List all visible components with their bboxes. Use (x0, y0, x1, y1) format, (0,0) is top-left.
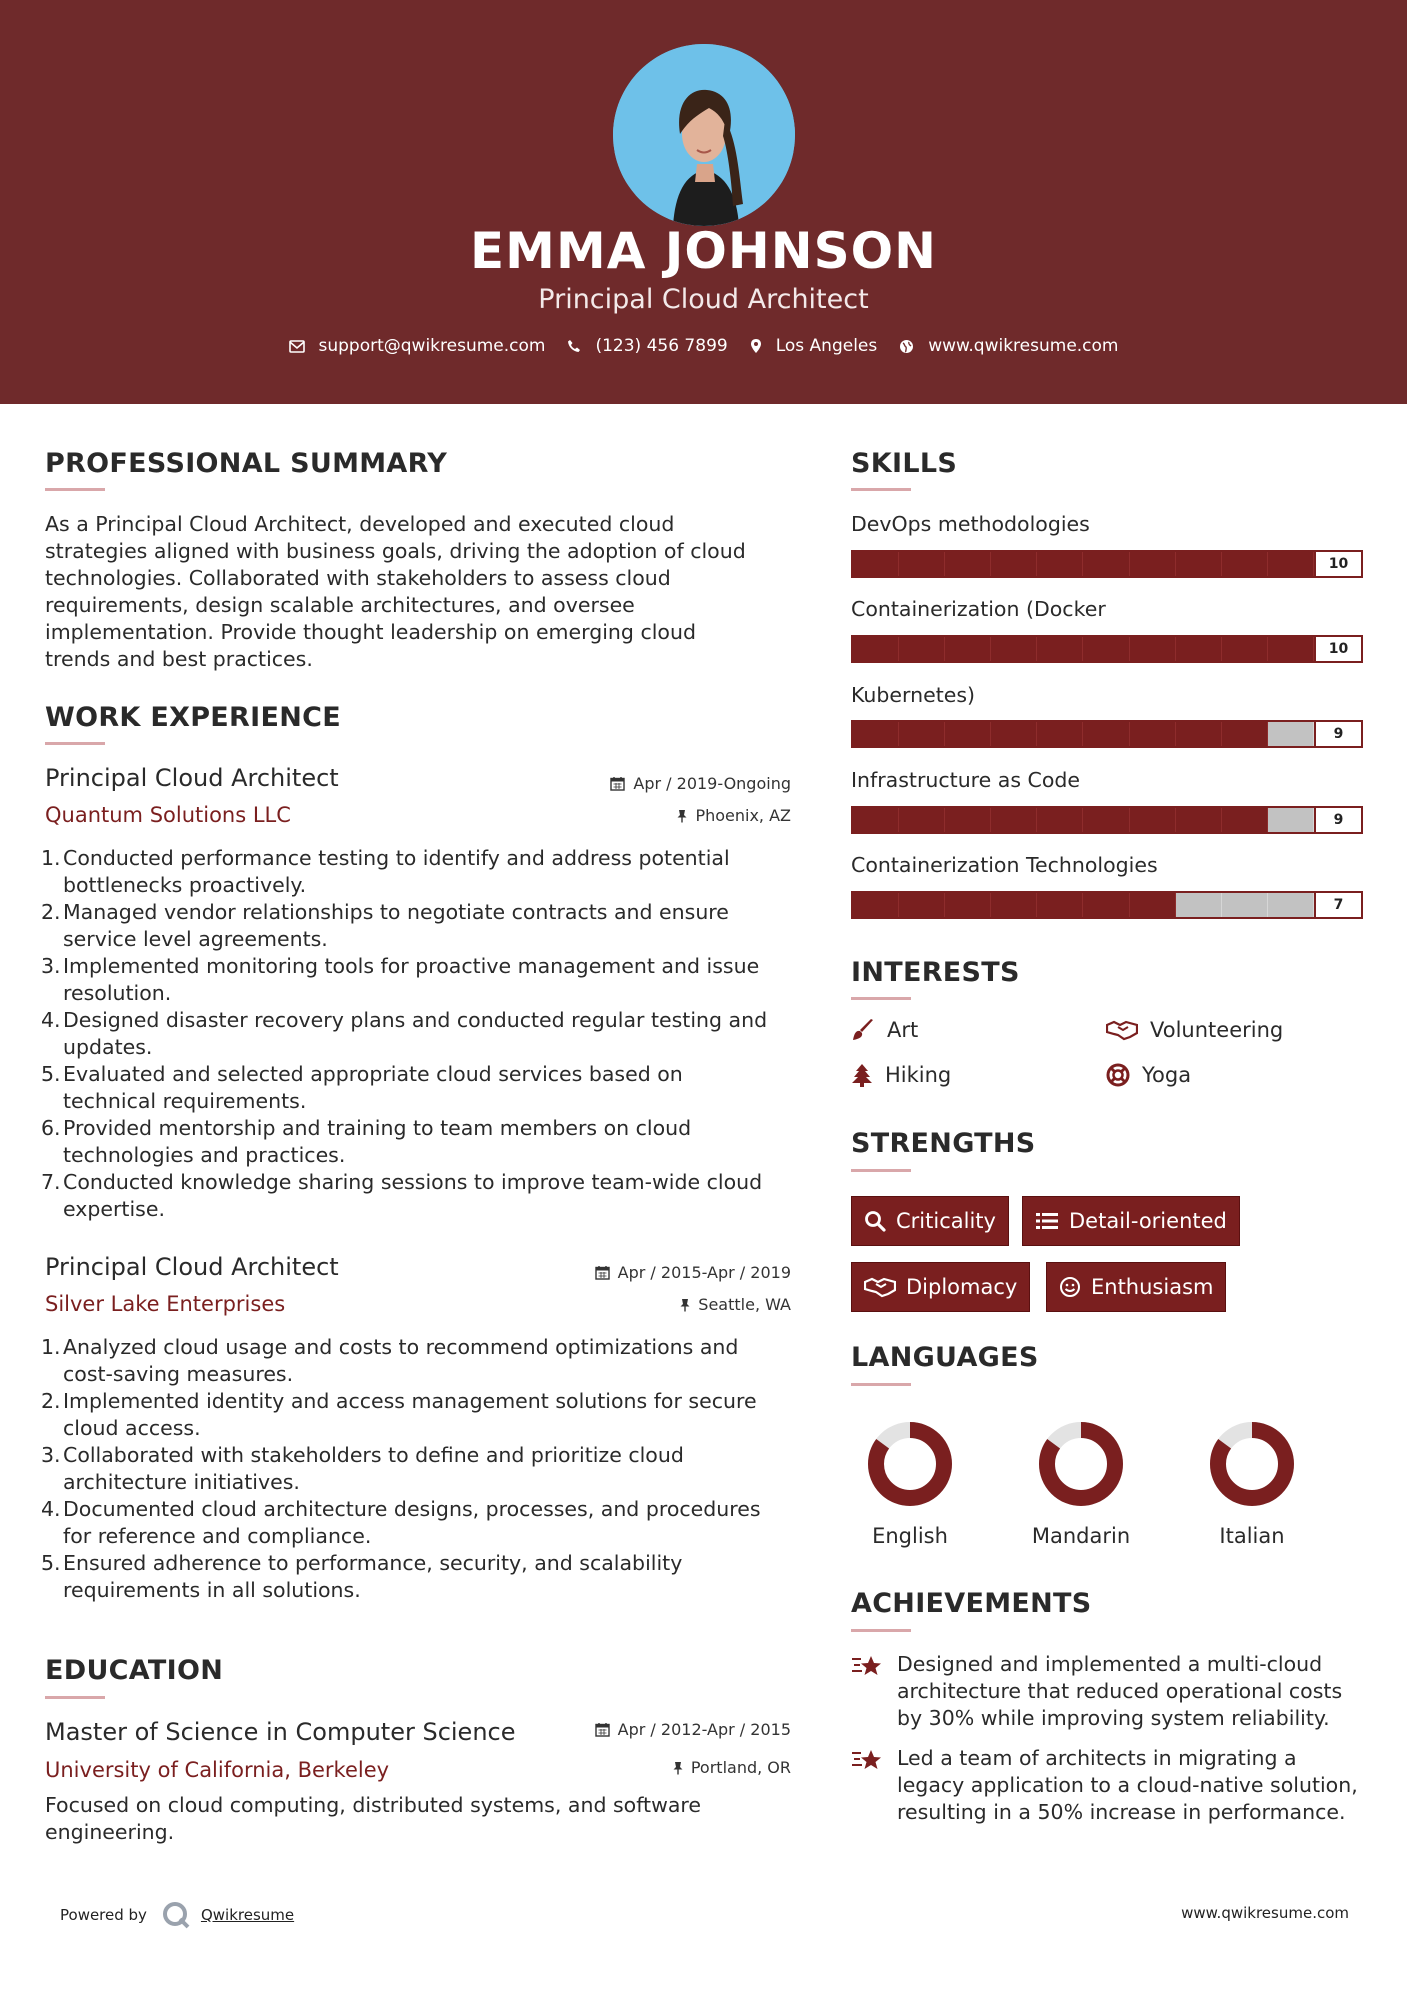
language-donut (1035, 1418, 1127, 1510)
skill-bar-segments (853, 637, 1314, 661)
skill-level: 10 (1314, 552, 1361, 576)
contact-location (750, 336, 878, 356)
profile-photo-illustration (613, 44, 795, 226)
resume-header (0, 0, 1407, 404)
skill-segment (1083, 722, 1129, 746)
achievement-text (897, 1745, 1358, 1826)
item-line: Implemented monitoring tools for proactive management and issue (63, 954, 760, 978)
achievement-line: legacy application to a cloud-native solution, (897, 1773, 1358, 1797)
experience-underline (45, 742, 105, 745)
item-line: Ensured adherence to performance, security, and scalability (63, 1551, 683, 1575)
item-line: Managed vendor relationships to negotiate contracts and ensure (63, 900, 729, 924)
list-icon (1035, 1211, 1059, 1231)
list-item (41, 1334, 805, 1388)
item-line: technical requirements. (63, 1089, 307, 1113)
shooting-star-icon (851, 1653, 883, 1679)
contact-website-text: www.qwikresume.com (928, 336, 1119, 356)
item-line: Designed disaster recovery plans and conducted regular testing and (63, 1008, 768, 1032)
item-number: 4. (41, 1008, 61, 1032)
language-item (1021, 1418, 1141, 1548)
skill-segment (1268, 893, 1314, 917)
skill-segment (1037, 808, 1083, 832)
item-line: Conducted knowledge sharing sessions to improve team-wide cloud (63, 1170, 763, 1194)
strength-badge (851, 1196, 1009, 1246)
skill-segment (1222, 637, 1268, 661)
summary-heading: PROFESSIONAL SUMMARY (45, 448, 448, 479)
school-name: University of California, Berkeley (45, 1758, 390, 1782)
job-location (677, 806, 791, 825)
item-number: 2. (41, 900, 61, 924)
job-duties (41, 845, 805, 1223)
strength-label: Enthusiasm (1091, 1275, 1214, 1299)
skill-segment (1083, 637, 1129, 661)
item-line: expertise. (63, 1197, 165, 1221)
skill-segment (1083, 808, 1129, 832)
item-number: 5. (41, 1062, 61, 1086)
list-item (41, 1550, 805, 1604)
item-line: requirements in all solutions. (63, 1578, 361, 1602)
item-number: 7. (41, 1170, 61, 1194)
degree-title: Master of Science in Computer Science (45, 1718, 516, 1746)
achievements-heading: ACHIEVEMENTS (851, 1588, 1092, 1619)
pushpin-icon (673, 1761, 683, 1775)
education-heading: EDUCATION (45, 1655, 224, 1686)
pushpin-icon (680, 1298, 690, 1312)
job-dates (595, 1263, 791, 1282)
skill-segment (1037, 893, 1083, 917)
item-line: Documented cloud architecture designs, processes, and procedures (63, 1497, 761, 1521)
language-item (1192, 1418, 1312, 1548)
job-duties (41, 1334, 805, 1604)
footer-powered-by (60, 1900, 294, 1930)
item-number: 1. (41, 846, 61, 870)
skill-bar (851, 891, 1363, 919)
language-label: Mandarin (1031, 1524, 1131, 1548)
achievement-line: Led a team of architects in migrating a (897, 1746, 1297, 1770)
skill-segment (853, 552, 899, 576)
language-label: English (872, 1524, 948, 1548)
summary-text (45, 511, 805, 673)
skill-segment (991, 637, 1037, 661)
item-line: Implemented identity and access management solutions for secure (63, 1389, 757, 1413)
brand-link[interactable]: Qwikresume (200, 1906, 295, 1924)
map-marker-icon (750, 338, 762, 354)
skill-segment (1176, 637, 1222, 661)
job-title: Principal Cloud Architect (45, 1253, 339, 1281)
skill-label: Kubernetes) (851, 683, 976, 707)
paintbrush-icon (851, 1018, 875, 1042)
interests-heading: INTERESTS (851, 957, 1020, 988)
skill-segment (1037, 637, 1083, 661)
item-line: bottlenecks proactively. (63, 873, 307, 897)
contact-email[interactable] (289, 336, 546, 356)
summary-line: trends and best practices. (45, 647, 313, 671)
achievement-line: Designed and implemented a multi-cloud (897, 1652, 1323, 1676)
candidate-title: Principal Cloud Architect (538, 284, 869, 315)
skill-level: 10 (1314, 637, 1361, 661)
item-line: cost-saving measures. (63, 1362, 294, 1386)
interest-label: Volunteering (1150, 1018, 1284, 1042)
contact-location-text: Los Angeles (775, 336, 878, 356)
strength-badge (851, 1262, 1030, 1312)
item-number: 2. (41, 1389, 61, 1413)
job-location-text: Seattle, WA (698, 1295, 791, 1314)
skill-segment (1130, 893, 1176, 917)
skill-level: 9 (1314, 808, 1361, 832)
interest-label: Yoga (1142, 1063, 1192, 1087)
experience-heading: WORK EXPERIENCE (45, 702, 341, 733)
achievement-item (851, 1745, 1371, 1826)
skill-segment (899, 637, 945, 661)
skill-bar-segments (853, 552, 1314, 576)
education-location-text: Portland, OR (690, 1758, 791, 1777)
contact-bar (0, 336, 1407, 356)
item-line: Provided mentorship and training to team members on cloud (63, 1116, 692, 1140)
powered-by-text: Powered by (60, 1906, 147, 1924)
skills-underline (851, 488, 911, 491)
list-item (41, 1442, 805, 1496)
lifering-icon (1106, 1063, 1130, 1087)
skill-segment (899, 893, 945, 917)
skill-segment (1268, 637, 1314, 661)
skill-segment (899, 722, 945, 746)
interests-underline (851, 997, 911, 1000)
summary-line: technologies. Collaborated with stakeholders to assess cloud (45, 566, 671, 590)
contact-email-text: support@qwikresume.com (318, 336, 546, 356)
language-donut (1206, 1418, 1298, 1510)
skill-bar (851, 550, 1363, 578)
skill-segment (1268, 722, 1314, 746)
strength-badge (1046, 1262, 1226, 1312)
job-company: Silver Lake Enterprises (45, 1292, 286, 1316)
skill-segment (1176, 722, 1222, 746)
item-line: Collaborated with stakeholders to define and prioritize cloud (63, 1443, 684, 1467)
item-line: for reference and compliance. (63, 1524, 372, 1548)
languages-underline (851, 1383, 911, 1386)
skill-level: 7 (1314, 893, 1361, 917)
skill-label: Infrastructure as Code (851, 768, 1081, 792)
skill-segment (991, 552, 1037, 576)
search-icon (864, 1210, 886, 1232)
skill-bar-segments (853, 808, 1314, 832)
strengths-underline (851, 1169, 911, 1172)
item-number: 4. (41, 1497, 61, 1521)
skill-segment (991, 722, 1037, 746)
strength-label: Diplomacy (906, 1275, 1018, 1299)
skill-segment (899, 808, 945, 832)
job-company: Quantum Solutions LLC (45, 803, 291, 827)
skill-segment (1083, 893, 1129, 917)
item-line: service level agreements. (63, 927, 328, 951)
skill-label: Containerization Technologies (851, 853, 1158, 877)
skill-segment (1176, 552, 1222, 576)
skill-segment (1222, 808, 1268, 832)
contact-website[interactable] (899, 336, 1118, 356)
tree-icon (851, 1063, 873, 1087)
summary-underline (45, 488, 105, 491)
achievement-line: by 30% while improving system reliability. (897, 1706, 1330, 1730)
candidate-name: EMMA JOHNSON (470, 222, 937, 280)
list-item (41, 953, 805, 1007)
list-item (41, 1388, 805, 1442)
skill-bar (851, 635, 1363, 663)
skill-segment (945, 893, 991, 917)
list-item (41, 899, 805, 953)
skill-segment (853, 722, 899, 746)
skill-segment (1037, 722, 1083, 746)
item-line: technologies and practices. (63, 1143, 346, 1167)
item-line: resolution. (63, 981, 172, 1005)
profile-photo (613, 44, 795, 226)
skill-segment (945, 722, 991, 746)
skill-label: DevOps methodologies (851, 512, 1090, 536)
skill-bar-segments (853, 722, 1314, 746)
item-line: Analyzed cloud usage and costs to recommend optimizations and (63, 1335, 739, 1359)
skill-segment (1222, 722, 1268, 746)
skill-segment (1222, 552, 1268, 576)
strength-badge (1022, 1196, 1240, 1246)
item-number: 5. (41, 1551, 61, 1575)
skill-bar-segments (853, 893, 1314, 917)
qwikresume-logo-icon (161, 1900, 191, 1930)
item-line: architecture initiatives. (63, 1470, 300, 1494)
language-donut (864, 1418, 956, 1510)
skill-label: Containerization (Docker (851, 597, 1106, 621)
summary-line: strategies aligned with business goals, driving the adoption of cloud (45, 539, 746, 563)
education-location (673, 1758, 791, 1777)
skill-bar (851, 806, 1363, 834)
skill-segment (853, 637, 899, 661)
skill-segment (1176, 808, 1222, 832)
envelope-icon (289, 340, 305, 353)
interest-item (1106, 1063, 1191, 1087)
contact-phone[interactable] (567, 336, 727, 356)
skill-segment (991, 893, 1037, 917)
education-line: engineering. (45, 1820, 175, 1844)
footer-site[interactable]: www.qwikresume.com (1181, 1904, 1349, 1922)
smile-icon (1059, 1276, 1081, 1298)
language-item (850, 1418, 970, 1548)
item-number: 3. (41, 954, 61, 978)
skill-segment (853, 808, 899, 832)
interest-item (1106, 1018, 1283, 1042)
achievement-line: resulting in a 50% increase in performance. (897, 1800, 1346, 1824)
achievements-underline (851, 1629, 911, 1632)
list-item (41, 1061, 805, 1115)
skill-segment (1130, 637, 1176, 661)
skill-segment (945, 808, 991, 832)
skill-segment (1083, 552, 1129, 576)
skill-segment (1130, 808, 1176, 832)
achievement-item (851, 1651, 1371, 1732)
job-location-text: Phoenix, AZ (695, 806, 791, 825)
skill-segment (945, 552, 991, 576)
language-label: Italian (1219, 1524, 1285, 1548)
interest-label: Hiking (885, 1063, 952, 1087)
education-underline (45, 1696, 105, 1699)
strengths-heading: STRENGTHS (851, 1128, 1036, 1159)
skill-segment (945, 637, 991, 661)
achievement-line: architecture that reduced operational costs (897, 1679, 1343, 1703)
list-item (41, 1115, 805, 1169)
pushpin-icon (677, 809, 687, 823)
skill-segment (1268, 552, 1314, 576)
skill-segment (1222, 893, 1268, 917)
skill-segment (991, 808, 1037, 832)
education-line: Focused on cloud computing, distributed systems, and software (45, 1793, 702, 1817)
shooting-star-icon (851, 1747, 883, 1773)
job-title: Principal Cloud Architect (45, 764, 339, 792)
item-number: 3. (41, 1443, 61, 1467)
skill-segment (899, 552, 945, 576)
job-dates-text: Apr / 2015-Apr / 2019 (617, 1263, 791, 1282)
languages-heading: LANGUAGES (851, 1342, 1039, 1373)
skill-segment (1037, 552, 1083, 576)
job-location (680, 1295, 791, 1314)
interest-label: Art (887, 1018, 919, 1042)
skill-segment (1130, 722, 1176, 746)
summary-line: requirements, design scalable architectures, and oversee (45, 593, 635, 617)
item-line: updates. (63, 1035, 153, 1059)
handshake-icon (864, 1276, 896, 1298)
item-line: Evaluated and selected appropriate cloud services based on (63, 1062, 683, 1086)
list-item (41, 1169, 805, 1223)
job-dates (610, 774, 791, 793)
skills-heading: SKILLS (851, 448, 958, 479)
job-dates-text: Apr / 2019-Ongoing (633, 774, 791, 793)
skill-segment (1176, 893, 1222, 917)
strength-label: Detail-oriented (1069, 1209, 1227, 1233)
list-item (41, 1007, 805, 1061)
skill-segment (1130, 552, 1176, 576)
contact-phone-text: (123) 456 7899 (595, 336, 728, 356)
education-description (45, 1792, 805, 1846)
globe-icon (899, 339, 914, 354)
item-line: cloud access. (63, 1416, 201, 1440)
item-line: Conducted performance testing to identify and address potential (63, 846, 730, 870)
calendar-icon (595, 1722, 610, 1737)
skill-bar (851, 720, 1363, 748)
item-number: 1. (41, 1335, 61, 1359)
handshake-icon (1106, 1019, 1138, 1041)
item-number: 6. (41, 1116, 61, 1140)
list-item (41, 1496, 805, 1550)
skill-level: 9 (1314, 722, 1361, 746)
interest-item (851, 1063, 951, 1087)
education-dates (595, 1720, 791, 1739)
strength-label: Criticality (896, 1209, 996, 1233)
calendar-icon (595, 1265, 610, 1280)
phone-icon (567, 339, 581, 353)
skill-segment (853, 893, 899, 917)
list-item (41, 845, 805, 899)
summary-line: implementation. Provide thought leadership on emerging cloud (45, 620, 696, 644)
education-dates-text: Apr / 2012-Apr / 2015 (617, 1720, 791, 1739)
skill-segment (1268, 808, 1314, 832)
achievement-text (897, 1651, 1342, 1732)
calendar-icon (610, 776, 625, 791)
interest-item (851, 1018, 918, 1042)
summary-line: As a Principal Cloud Architect, developed and executed cloud (45, 512, 675, 536)
